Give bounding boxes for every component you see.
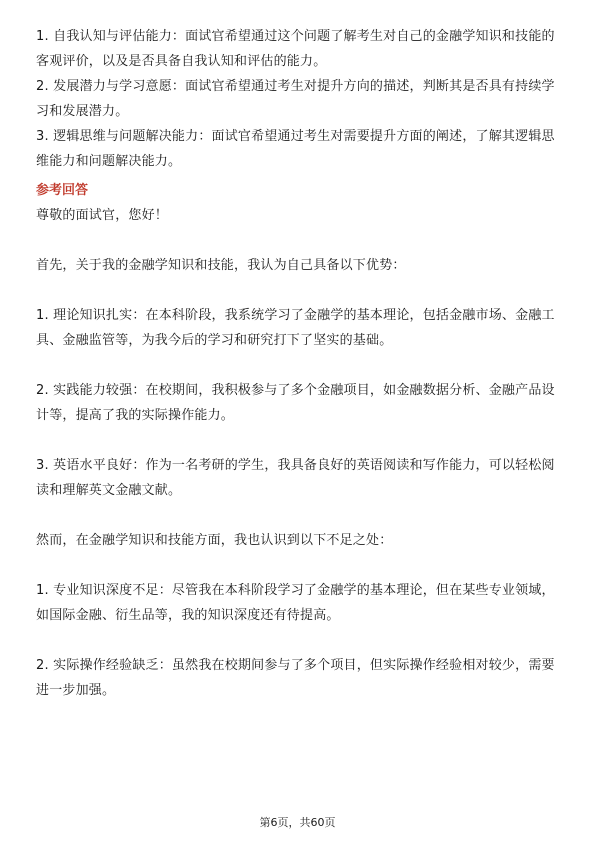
spacer <box>36 553 566 578</box>
intro-item-1: 1. 自我认知与评估能力：面试官希望通过这个问题了解考生对自己的金融学知识和技能的客观评价，以及是否具备自我认知和评估的能力。 <box>36 29 555 69</box>
spacer <box>36 228 566 253</box>
spacer <box>36 628 566 653</box>
intro-item-2: 2. 发展潜力与学习意愿：面试官希望通过考生对提升方向的描述，判断其是否具有持续学习和发展潜力。 <box>36 79 555 119</box>
strengths-intro: 首先，关于我的金融学知识和技能，我认为自己具备以下优势： <box>36 258 406 273</box>
weakness-intro: 然而，在金融学知识和技能方面，我也认识到以下不足之处： <box>36 533 393 548</box>
page-footer: 第6页，共60页 <box>259 816 336 829</box>
intro-item-3: 3. 逻辑思维与问题解决能力：面试官希望通过考生对需要提升方面的阐述，了解其逻辑思维能力和问题解决能力。 <box>36 129 555 169</box>
answer-section-title: 参考回答 <box>36 183 89 198</box>
spacer <box>36 428 566 453</box>
strength-item-1: 1. 理论知识扎实：在本科阶段，我系统学习了金融学的基本理论，包括金融市场、金融工具、金融监管等，为我今后的学习和研究打下了坚实的基础。 <box>36 308 555 348</box>
spacer <box>36 503 566 528</box>
greeting: 尊敬的面试官，您好！ <box>36 208 169 223</box>
weakness-item-2: 2. 实际操作经验缺乏：虽然我在校期间参与了多个项目，但实际操作经验相对较少，需要进一步加强。 <box>36 658 555 698</box>
spacer <box>36 278 566 303</box>
document-page <box>36 24 566 703</box>
spacer <box>36 353 566 378</box>
strength-item-3: 3. 英语水平良好：作为一名考研的学生，我具备良好的英语阅读和写作能力，可以轻松阅读和理解英文金融文献。 <box>36 458 555 498</box>
strength-item-2: 2. 实践能力较强：在校期间，我积极参与了多个金融项目，如金融数据分析、金融产品设计等，提高了我的实际操作能力。 <box>36 383 555 423</box>
weakness-item-1: 1. 专业知识深度不足：尽管我在本科阶段学习了金融学的基本理论，但在某些专业领域，如国际金融、衍生品等，我的知识深度还有待提高。 <box>36 583 555 623</box>
